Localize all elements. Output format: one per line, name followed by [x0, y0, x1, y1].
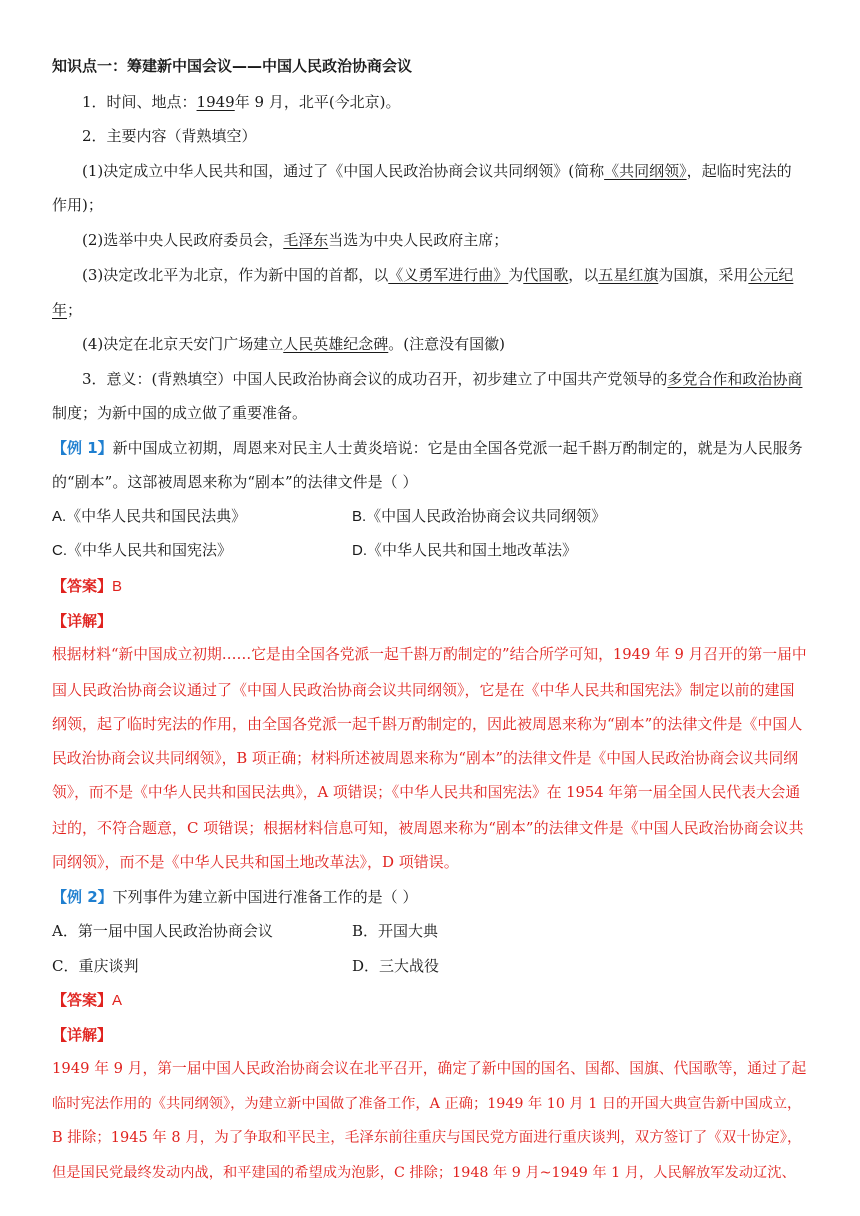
- example-1-option-b[interactable]: B.《中国人民政治协商会议共同纲领》: [352, 508, 607, 525]
- section-heading: 知识点一：筹建新中国会议——中国人民政治协商会议: [52, 57, 413, 75]
- item3-underline-anthem: 《义勇军进行曲》: [388, 266, 509, 284]
- item3-text-e: ；: [67, 301, 83, 319]
- significance-underline: 多党合作和政治协商: [667, 370, 803, 388]
- item3-text-c: ，以: [568, 266, 599, 284]
- item3-text-d: 为国旗，采用: [658, 266, 749, 284]
- example-2-detail-label: 【详解】: [52, 1026, 113, 1044]
- significance-line-cont: 制度；为新中国的成立做了重要准备。: [52, 404, 308, 422]
- content-item-1-cont: 作用)；: [52, 196, 103, 214]
- example-1-detail-label: 【详解】: [52, 612, 113, 630]
- item3-underline-calendar-end: 年: [52, 301, 68, 319]
- example-1-option-c[interactable]: C.《中华人民共和国宪法》: [52, 542, 233, 559]
- example-1-option-d[interactable]: D.《中华人民共和国土地改革法》: [352, 542, 578, 559]
- example-2-detail-line: B 排除；1945 年 8 月，为了争取和平民主，毛泽东前往重庆与国民党方面进行重庆谈判，双方签订了《双十协定》，: [52, 1130, 802, 1146]
- item1-underline: 《共同纲领》: [604, 162, 687, 180]
- answer-value: A: [112, 992, 123, 1009]
- example-2-question-text: 下列事件为建立新中国进行准备工作的是（ ）: [112, 888, 418, 906]
- item2-text-a: (2)选举中央人民政府委员会，: [82, 231, 284, 249]
- item4-underline: 人民英雄纪念碑: [283, 335, 389, 353]
- example-1-answer: [52, 576, 122, 597]
- answer-value: B: [112, 578, 123, 595]
- example-1-detail-line: 过的，不符合题意，C 项错误；根据材料信息可知，被周恩来称为“剧本”的法律文件是《中国人民政治协商会议共: [52, 819, 804, 837]
- time-place-suffix: 年 9 月，北平(今北京)。: [234, 93, 401, 111]
- example-1-tag: 【例 1】: [52, 439, 113, 457]
- example-2-answer: [52, 990, 122, 1011]
- time-place-year: 1949: [196, 93, 235, 111]
- time-place-line: [82, 92, 401, 112]
- example-1-detail-line: 根据材料“新中国成立初期……它是由全国各党派一起千斟万酌制定的”结合所学可知，1949 年 9 月召开的第一届中: [52, 646, 807, 663]
- main-content-heading: 2．主要内容（背熟填空）: [82, 127, 257, 145]
- item2-underline: 毛泽东: [283, 231, 329, 249]
- example-1-option-a[interactable]: A.《中华人民共和国民法典》: [52, 508, 247, 525]
- example-2-question: [52, 887, 417, 907]
- item1-text-a: (1)决定成立中华人民共和国，通过了《中国人民政治协商会议共同纲领》(简称: [82, 162, 605, 180]
- example-1-question-text: 新中国成立初期，周恩来对民主人士黄炎培说：它是由全国各党派一起千斟万酌制定的，就是为人民服务: [112, 439, 803, 457]
- content-item-1: [82, 161, 792, 181]
- time-place-prefix: 1．时间、地点：: [82, 93, 197, 111]
- example-2-option-d[interactable]: D．三大战役: [352, 957, 440, 975]
- example-1-detail-line: 国人民政治协商会议通过了《中国人民政治协商会议共同纲领》，它是在《中华人民共和国宪法》制定以前的建国: [52, 681, 795, 699]
- content-item-3: [82, 265, 793, 285]
- item4-text-b: 。(注意没有国徽): [388, 335, 505, 353]
- example-1-detail-line: 纲领，起了临时宪法的作用，由全国各党派一起千斟万酌制定的，因此被周恩来称为“剧本”的法律文件是《中国人: [52, 715, 803, 733]
- example-1-detail-line: 领》，而不是《中华人民共和国民法典》，A 项错误；《中华人民共和国宪法》在 1954 年第一届全国人民代表大会通: [52, 784, 801, 801]
- example-1-detail-line: 同纲领》，而不是《中华人民共和国土地改革法》，D 项错误。: [52, 853, 459, 871]
- item3-underline-daiguoge: 代国歌: [523, 266, 569, 284]
- example-2-detail-line: 1949 年 9 月，第一届中国人民政治协商会议在北平召开，确定了新中国的国名、国都、国旗、代国歌等，通过了起: [52, 1060, 807, 1077]
- content-item-2: [82, 230, 508, 250]
- item3-text-a: (3)决定改北平为北京，作为新中国的首都，以: [82, 266, 389, 284]
- significance-line: [82, 369, 802, 389]
- example-1-detail-line: 民政治协商会议共同纲领》，B 项正确；材料所述被周恩来称为“剧本”的法律文件是《中国人民政治协商会议共同纲: [52, 750, 798, 767]
- content-item-4: [82, 334, 505, 354]
- item3-underline-calendar: 公元纪: [748, 266, 794, 284]
- example-1-question: [52, 438, 803, 458]
- item2-text-b: 当选为中央人民政府主席；: [328, 231, 509, 249]
- significance-text-a: 3．意义：(背熟填空）中国人民政治协商会议的成功召开，初步建立了中国共产党领导的: [82, 370, 668, 388]
- item1-text-b: ，起临时宪法的: [686, 162, 792, 180]
- item3-text-b: 为: [508, 266, 524, 284]
- item3-underline-flag: 五星红旗: [598, 266, 659, 284]
- example-2-tag: 【例 2】: [52, 888, 113, 906]
- answer-label: 【答案】: [52, 991, 113, 1009]
- example-1-question-cont: 的“剧本”。这部被周恩来称为“剧本”的法律文件是（ ）: [52, 473, 418, 491]
- content-item-3-cont: [52, 300, 82, 320]
- item4-text-a: (4)决定在北京天安门广场建立: [82, 335, 284, 353]
- answer-label: 【答案】: [52, 577, 113, 595]
- example-2-detail-line: 临时宪法作用的《共同纲领》，为建立新中国做了准备工作，A 正确；1949 年 10 月 1 日的开国大典宣告新中国成立，: [52, 1096, 802, 1112]
- example-2-detail-line: 但是国民党最终发动内战，和平建国的希望成为泡影，C 排除；1948 年 9 月~1949 年 1 月，人民解放军发动辽沈、: [52, 1165, 796, 1181]
- example-2-option-b[interactable]: B．开国大典: [352, 922, 439, 940]
- example-2-option-a[interactable]: A．第一届中国人民政治协商会议: [52, 922, 273, 940]
- example-2-option-c[interactable]: C．重庆谈判: [52, 957, 139, 975]
